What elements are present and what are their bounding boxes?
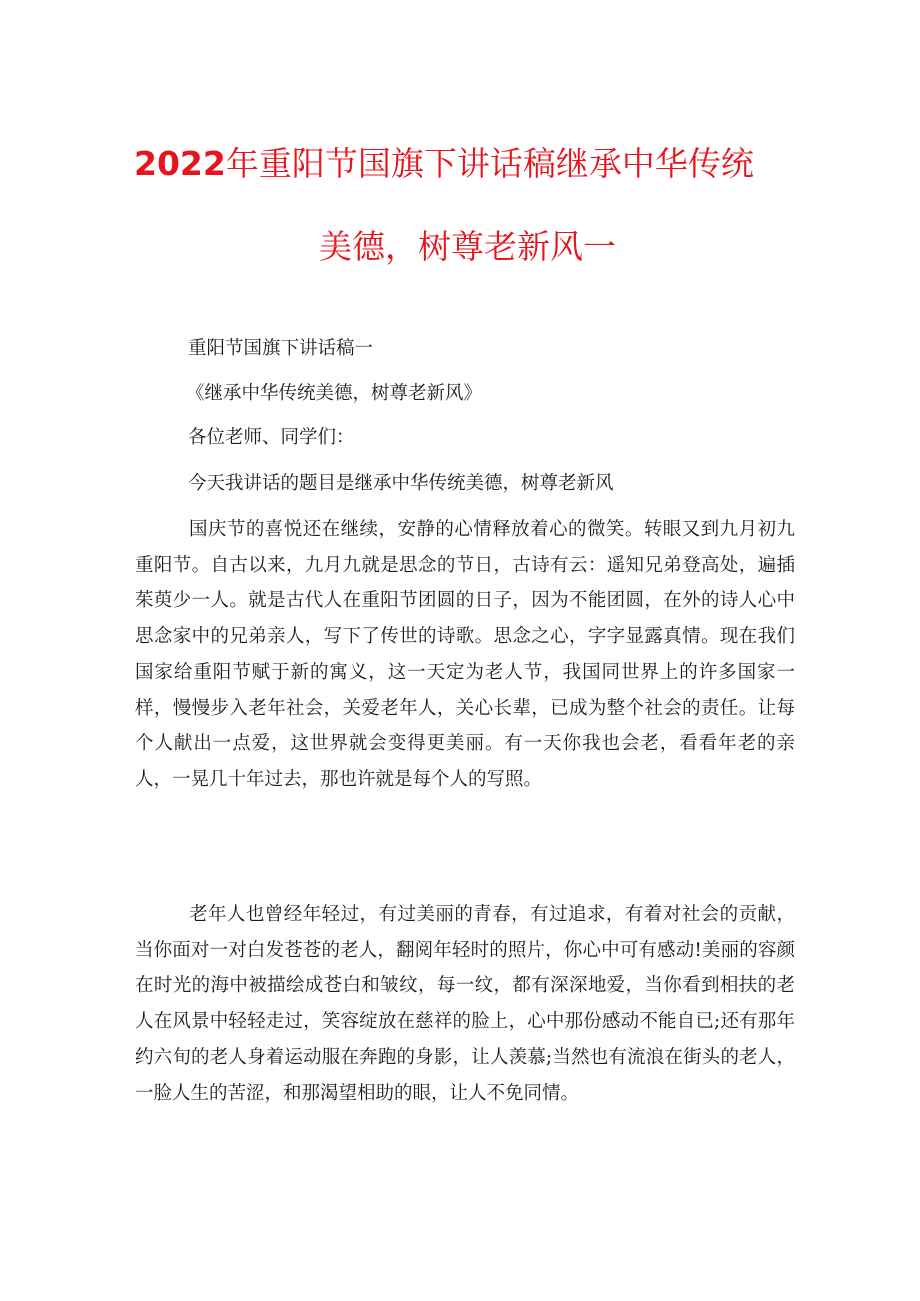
topic-line: 今天我讲话的题目是继承中华传统美德，树尊老新风 <box>188 473 614 494</box>
greeting: 各位老师、同学们： <box>188 427 355 448</box>
paragraph-1: 国庆节的喜悦还在继续，安静的心情释放着心的微笑。转眼又到九月初九重阳节。自古以来，九月九就是思念的节日，古诗有云：遥知兄弟登高处，遍插茱萸少一人。就是古代人在重阳节团圆的日子，因为不能团圆，在外的诗人心中思念家中的兄弟亲人，写下了传世的诗歌。思念之心，字字显露真情。现在我们国家给重阳节赋于新的寓义，这一天定为老人节，我国同世界上的许多国家一样，慢慢步入老年社会，关爱老年人，关心长辈，已成为整个社会的责任。让每个人献出一点爱，这世界就会变得更美丽。有一天你我也会老，看看年老的亲人，一晃几十年过去，那也许就是每个人的写照。 <box>135 519 795 790</box>
paragraph-2: 老年人也曾经年轻过，有过美丽的青春，有过追求，有着对社会的贡献，当你面对一对白发苍苍的老人，翻阅年轻时的照片，你心中可有感动!美丽的容颜在时光的海中被描绘成苍白和皱纹，每一纹，都有深深地爱，当你看到相扶的老人在风景中轻轻走过，笑容绽放在慈祥的脸上，心中那份感动不能自已;还有那年约六旬的老人身着运动服在奔跑的身影，让人羡慕;当然也有流浪在街头的老人，一脸人生的苦涩，和那渴望相助的眼，让人不免同情。 <box>135 904 796 1104</box>
subheading: 重阳节国旗下讲话稿一 <box>188 338 374 359</box>
title-line-1-text: 年重阳节国旗下讲话稿继承中华传统 <box>225 144 754 183</box>
title-line-2: 美德，树尊老新风一 <box>319 227 616 266</box>
speech-title: 《继承中华传统美德，树尊老新风》 <box>186 383 483 404</box>
title-line-1 <box>134 144 754 184</box>
title-year: 2022 <box>134 144 226 183</box>
